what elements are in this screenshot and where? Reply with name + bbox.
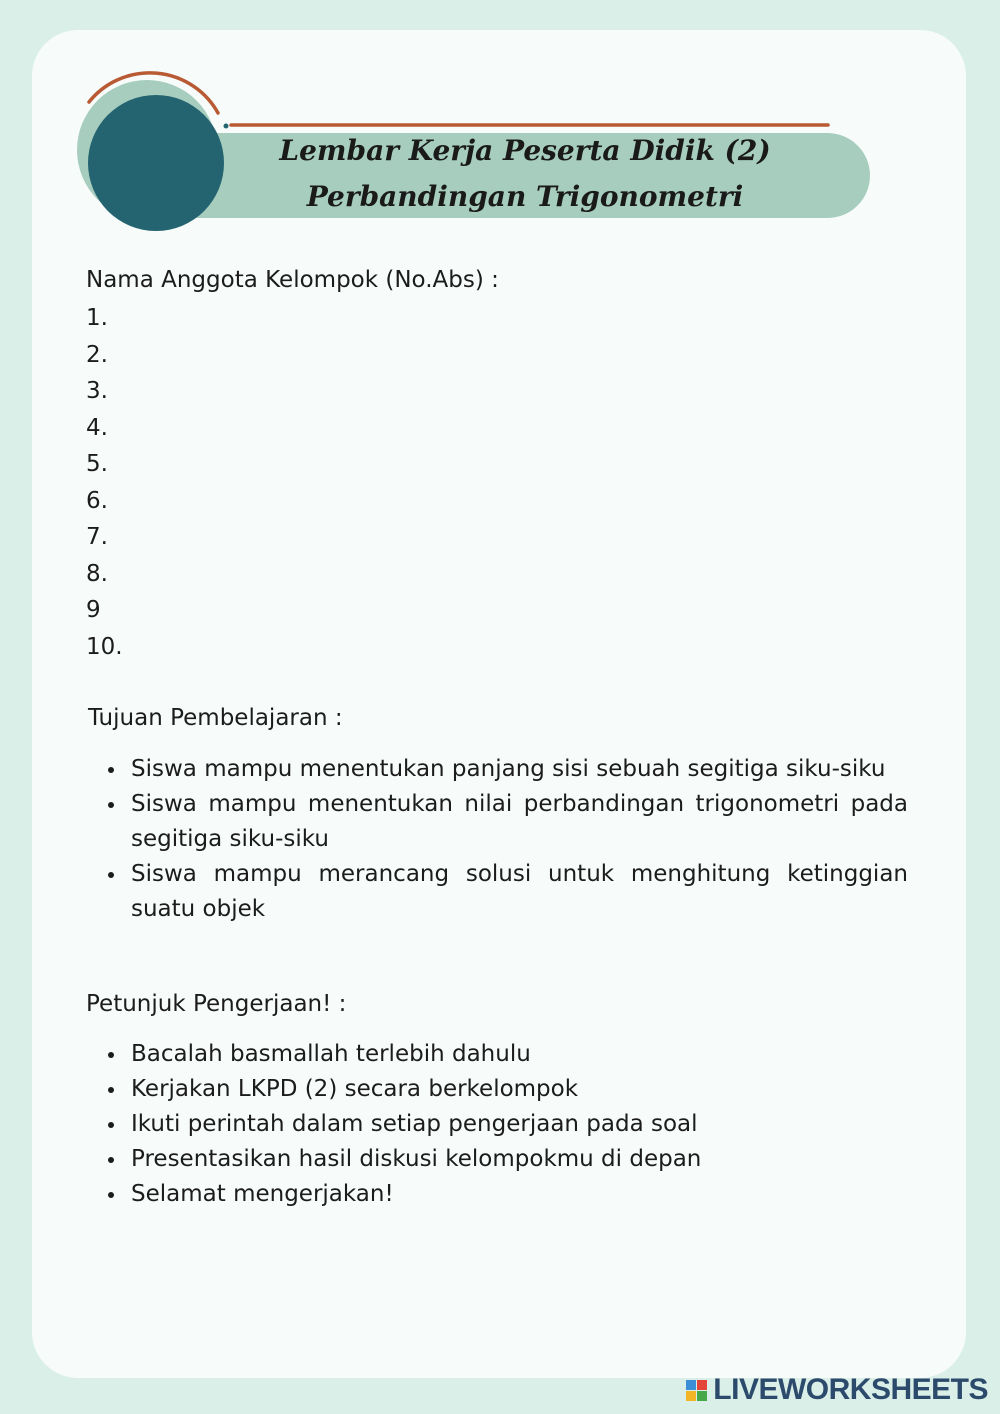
member-item: 5. xyxy=(86,451,108,477)
step-item xyxy=(86,1107,908,1142)
member-item: 1. xyxy=(86,305,108,331)
steps-title: Petunjuk Pengerjaan! : xyxy=(86,991,347,1017)
title-line-1: Lembar Kerja Peserta Didik (2) xyxy=(279,134,771,167)
member-list-label: Nama Anggota Kelompok (No.Abs) : xyxy=(86,267,499,293)
member-item: 4. xyxy=(86,414,108,441)
dark-circle xyxy=(88,95,224,231)
step-text: Presentasikan hasil diskusi kelompokmu di depan xyxy=(131,1146,702,1172)
goal-text: Siswa mampu menentukan nilai perbandingan trigonometri pada segitiga siku-siku xyxy=(131,791,908,852)
bullet-icon xyxy=(108,1192,114,1198)
member-item: 3. xyxy=(86,378,108,404)
step-item xyxy=(86,1177,908,1212)
bullet-icon xyxy=(108,872,114,878)
goal-text: Siswa mampu merancang solusi untuk menghitung ketinggian suatu objek xyxy=(131,861,908,922)
goals-title: Tujuan Pembelajaran : xyxy=(88,705,343,731)
goal-item xyxy=(86,787,908,857)
title-line-2: Perbandingan Trigonometri xyxy=(306,180,744,213)
goal-text: Siswa mampu menentukan panjang sisi sebuah segitiga siku-siku xyxy=(131,756,886,782)
member-list xyxy=(86,300,906,665)
step-item xyxy=(86,1072,908,1107)
bullet-icon xyxy=(108,1122,114,1128)
step-text: Selamat mengerjakan! xyxy=(131,1181,394,1207)
bullet-icon xyxy=(108,1052,114,1058)
member-item: 6. xyxy=(86,487,108,514)
accent-dot xyxy=(224,124,229,129)
step-text: Ikuti perintah dalam setiap pengerjaan pada soal xyxy=(131,1111,698,1137)
step-text: Kerjakan LKPD (2) secara berkelompok xyxy=(131,1076,579,1102)
step-item xyxy=(86,1142,908,1177)
page-title xyxy=(230,128,820,220)
member-item: 2. xyxy=(86,341,108,368)
bullet-icon xyxy=(108,802,114,808)
bullet-icon xyxy=(108,767,114,773)
step-item xyxy=(86,1037,908,1072)
member-list-section xyxy=(86,260,906,665)
bullet-icon xyxy=(108,1087,114,1093)
goals-list xyxy=(86,752,908,927)
liveworksheets-brand[interactable] xyxy=(686,1374,988,1406)
worksheet-header xyxy=(0,0,1000,240)
steps-list xyxy=(86,1037,908,1212)
brand-text: LIVEWORKSHEETS xyxy=(713,1373,988,1406)
step-text: Bacalah basmallah terlebih dahulu xyxy=(131,1041,531,1067)
liveworksheets-logo-icon xyxy=(686,1380,707,1401)
member-item: 7. xyxy=(86,524,108,550)
bullet-icon xyxy=(108,1157,114,1163)
member-item: 8. xyxy=(86,560,108,587)
goal-item xyxy=(86,752,908,787)
goal-item xyxy=(86,857,908,927)
member-item: 10. xyxy=(86,633,123,660)
member-item: 9 xyxy=(86,597,101,623)
